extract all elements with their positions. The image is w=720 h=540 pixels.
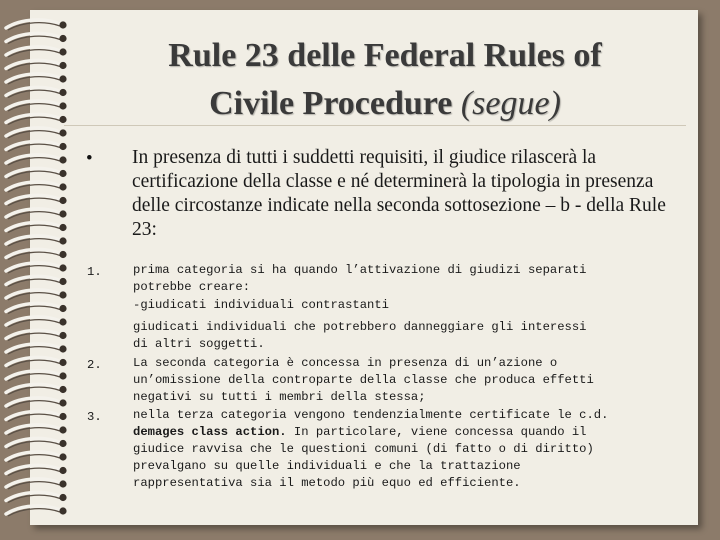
spiral-ring-icon	[6, 141, 67, 151]
title-line-1: Rule 23 delle Federal Rules of	[168, 37, 602, 74]
spiral-ring-icon	[6, 128, 67, 138]
title-line-2: Civile Procedure	[209, 85, 461, 122]
spiral-ring-icon	[6, 209, 67, 219]
spiral-ring-icon	[6, 411, 67, 421]
bullet-marker: •	[86, 148, 93, 169]
spiral-ring-icon	[6, 317, 67, 327]
item-3-text-after: In particolare, viene concessa quando il giudice ravvisa che le questioni comuni (di fatto o di diritto) prevalgano su quelle individuali e che la trattazione rappresentativa sia il metodo più equo ed efficiente.	[133, 425, 594, 490]
spiral-ring-icon	[6, 506, 67, 516]
spiral-ring-icon	[6, 101, 67, 111]
spiral-ring-icon	[6, 384, 67, 394]
spiral-ring-icon	[6, 114, 67, 124]
spiral-ring-icon	[6, 87, 67, 97]
spiral-ring-icon	[6, 33, 67, 43]
spiral-ring-icon	[6, 290, 67, 300]
item-1-sub-2: giudicati individuali che potrebbero danneggiare gli interessi di altri soggetti.	[133, 320, 587, 351]
spiral-ring-icon	[6, 398, 67, 408]
spiral-ring-icon	[6, 155, 67, 165]
spiral-ring-icon	[6, 357, 67, 367]
slide-title	[90, 32, 680, 128]
spiral-ring-icon	[6, 20, 67, 30]
spiral-ring-icon	[6, 182, 67, 192]
spiral-ring-icon	[6, 249, 67, 259]
item-3-text	[133, 407, 693, 492]
spiral-ring-icon	[6, 330, 67, 340]
spiral-ring-icon	[6, 168, 67, 178]
spiral-ring-icon	[6, 47, 67, 57]
spiral-ring-icon	[6, 303, 67, 313]
spiral-ring-icon	[6, 263, 67, 273]
spiral-ring-icon	[6, 438, 67, 448]
bullet-text: In presenza di tutti i suddetti requisiti, il giudice rilascerà la certificazione della classe e né determinerà la tipologia in presenza delle circostanze indicate nella seconda sottosezione – b - della Rule 23:	[132, 147, 666, 240]
item-3-text-before: nella terza categoria vengono tendenzialmente certificate le c.d.	[133, 408, 609, 422]
spiral-ring-icon	[6, 425, 67, 435]
item-1-sub-1: -giudicati individuali contrastanti	[133, 298, 389, 312]
item-3-number: 3.	[87, 410, 102, 424]
spiral-ring-icon	[6, 236, 67, 246]
spiral-ring-icon	[6, 452, 67, 462]
spiral-ring-icon	[6, 492, 67, 502]
title-divider	[64, 125, 686, 126]
item-1-text: prima categoria si ha quando l’attivazione di giudizi separati potrebbe creare:	[133, 263, 587, 294]
spiral-ring-icon	[6, 74, 67, 84]
spiral-ring-icon	[6, 60, 67, 70]
spiral-ring-icon	[6, 195, 67, 205]
spiral-ring-icon	[6, 344, 67, 354]
item-3-bold-term: demages class action.	[133, 425, 287, 439]
title-segue: (segue)	[460, 85, 561, 122]
item-2-text: La seconda categoria è concessa in presenza di un’azione o un’omissione della controparte della classe che produca effetti negativi su tutti i membri della stessa;	[133, 356, 594, 404]
spiral-ring-icon	[6, 465, 67, 475]
item-2-number: 2.	[87, 358, 102, 372]
spiral-ring-icon	[6, 276, 67, 286]
spiral-ring-icon	[6, 479, 67, 489]
spiral-binding-icon	[2, 16, 82, 526]
spiral-ring-icon	[6, 371, 67, 381]
spiral-ring-icon	[6, 222, 67, 232]
item-1-number: 1.	[87, 265, 102, 279]
